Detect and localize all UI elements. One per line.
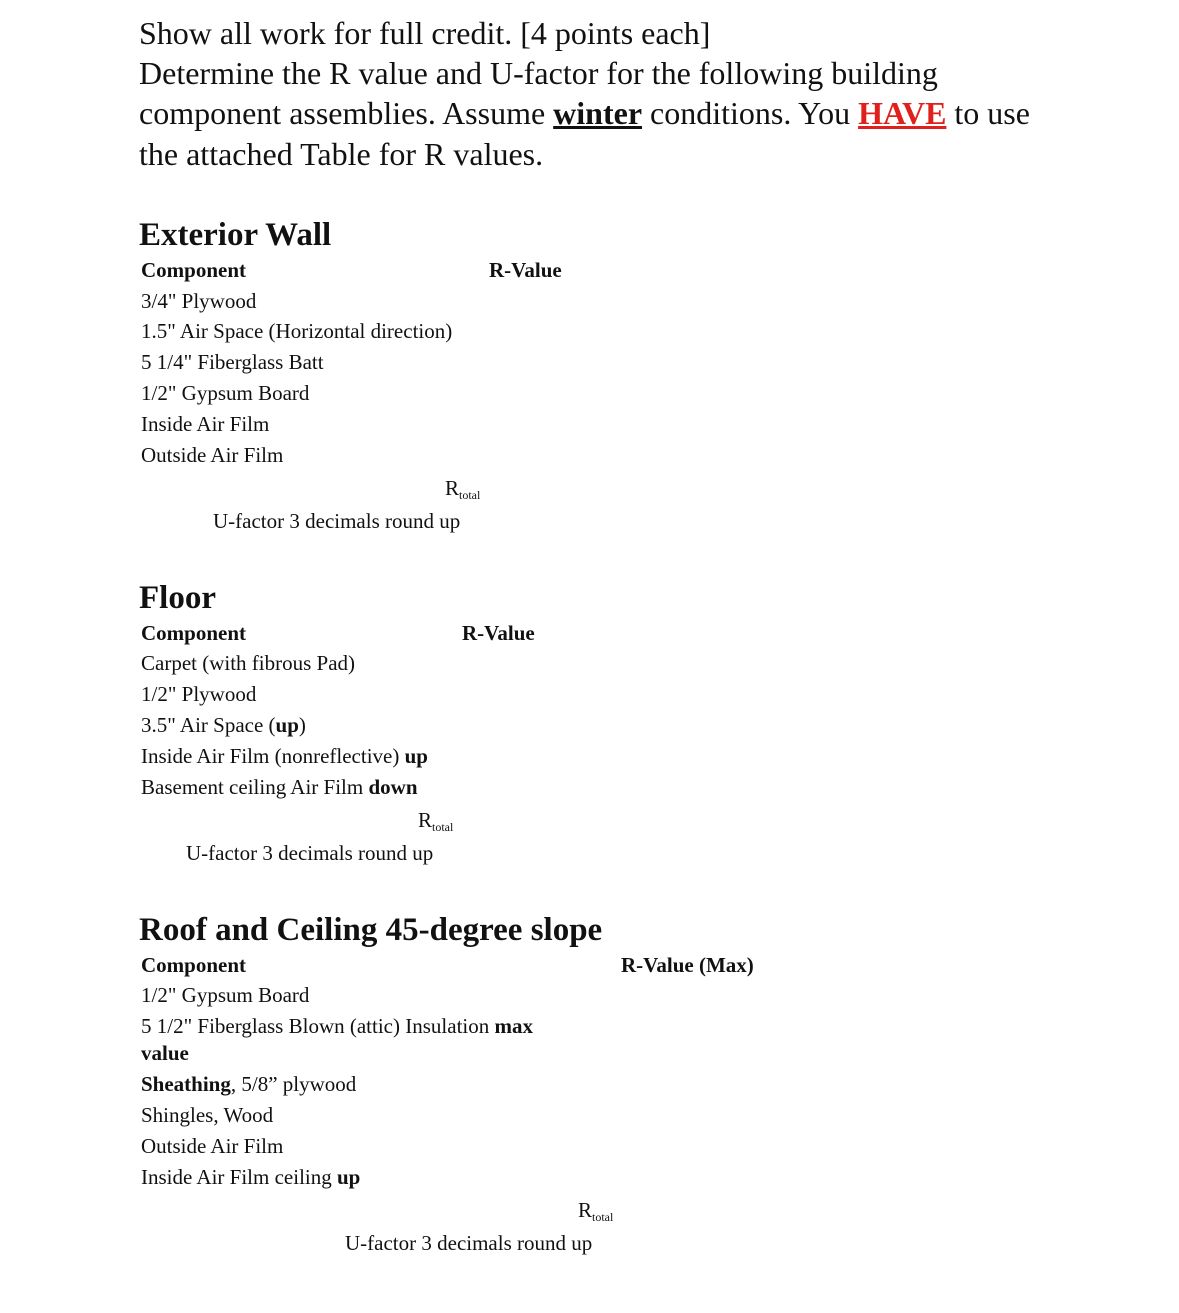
wall-item: 3/4" Plywood bbox=[141, 289, 257, 313]
wall-item: 1/2" Gypsum Board bbox=[141, 381, 310, 405]
item-emphasis: down bbox=[368, 775, 418, 799]
floor-item: 1/2" Plywood bbox=[141, 682, 257, 706]
intro-line-4: the attached Table for R values. bbox=[139, 136, 544, 172]
item-emphasis: up bbox=[275, 713, 299, 737]
have-emphasis: HAVE bbox=[858, 95, 947, 131]
roof-item-continued: value bbox=[141, 1041, 189, 1065]
intro-line-3 bbox=[139, 93, 1030, 133]
roof-title: Roof and Ceiling 45-degree slope bbox=[139, 912, 603, 948]
roof-item bbox=[141, 1164, 360, 1190]
intro-line-3-start: component assemblies. Assume bbox=[139, 95, 554, 131]
roof-item bbox=[141, 1013, 533, 1039]
item-emphasis: up bbox=[404, 744, 428, 768]
item-text: Inside Air Film ceiling bbox=[141, 1165, 337, 1189]
item-emphasis: Sheathing bbox=[141, 1072, 231, 1096]
item-text: Basement ceiling Air Film bbox=[141, 775, 369, 799]
floor-rvalue-header: R-Value bbox=[462, 621, 535, 645]
r-subscript: total bbox=[459, 488, 481, 502]
wall-item: 5 1/4" Fiberglass Batt bbox=[141, 350, 324, 374]
intro-line-1: Show all work for full credit. [4 points each] bbox=[139, 15, 711, 51]
item-text: 5 1/2" Fiberglass Blown (attic) Insulation bbox=[141, 1014, 495, 1038]
floor-item bbox=[141, 743, 428, 769]
wall-u-factor: U-factor 3 decimals round up bbox=[213, 509, 461, 533]
item-text: Inside Air Film (nonreflective) bbox=[141, 744, 405, 768]
floor-item: Carpet (with fibrous Pad) bbox=[141, 651, 356, 675]
floor-title: Floor bbox=[139, 580, 216, 616]
floor-item bbox=[141, 774, 418, 800]
wall-component-header: Component bbox=[141, 258, 247, 282]
wall-rvalue-header: R-Value bbox=[489, 258, 562, 282]
wall-title: Exterior Wall bbox=[139, 217, 332, 253]
r-symbol: R bbox=[578, 1198, 593, 1222]
r-symbol: R bbox=[418, 808, 433, 832]
roof-item: 1/2" Gypsum Board bbox=[141, 983, 310, 1007]
wall-r-total bbox=[445, 475, 480, 508]
floor-component-header: Component bbox=[141, 621, 247, 645]
floor-item bbox=[141, 712, 306, 738]
r-subscript: total bbox=[432, 820, 454, 834]
roof-rvalue-header: R-Value (Max) bbox=[621, 953, 754, 977]
r-symbol: R bbox=[445, 476, 460, 500]
roof-u-factor: U-factor 3 decimals round up bbox=[345, 1231, 593, 1255]
wall-item: 1.5" Air Space (Horizontal direction) bbox=[141, 319, 453, 343]
roof-item: Shingles, Wood bbox=[141, 1103, 274, 1127]
roof-component-header: Component bbox=[141, 953, 247, 977]
intro-line-3-end: to use bbox=[946, 95, 1030, 131]
intro-line-3-middle: conditions. You bbox=[642, 95, 859, 131]
wall-item: Inside Air Film bbox=[141, 412, 270, 436]
floor-r-total bbox=[418, 807, 453, 840]
winter-emphasis: winter bbox=[553, 95, 643, 131]
item-emphasis: max bbox=[494, 1014, 533, 1038]
roof-item: Outside Air Film bbox=[141, 1134, 284, 1158]
item-text: 3.5" Air Space ( bbox=[141, 713, 276, 737]
r-subscript: total bbox=[592, 1210, 614, 1224]
item-emphasis: up bbox=[336, 1165, 361, 1189]
wall-item: Outside Air Film bbox=[141, 443, 284, 467]
floor-u-factor: U-factor 3 decimals round up bbox=[186, 841, 434, 865]
roof-item bbox=[141, 1071, 356, 1097]
item-text: ) bbox=[298, 713, 306, 737]
intro-line-2: Determine the R value and U-factor for the following building bbox=[139, 55, 938, 91]
roof-r-total bbox=[578, 1197, 613, 1230]
item-text: , 5/8” plywood bbox=[230, 1072, 357, 1096]
